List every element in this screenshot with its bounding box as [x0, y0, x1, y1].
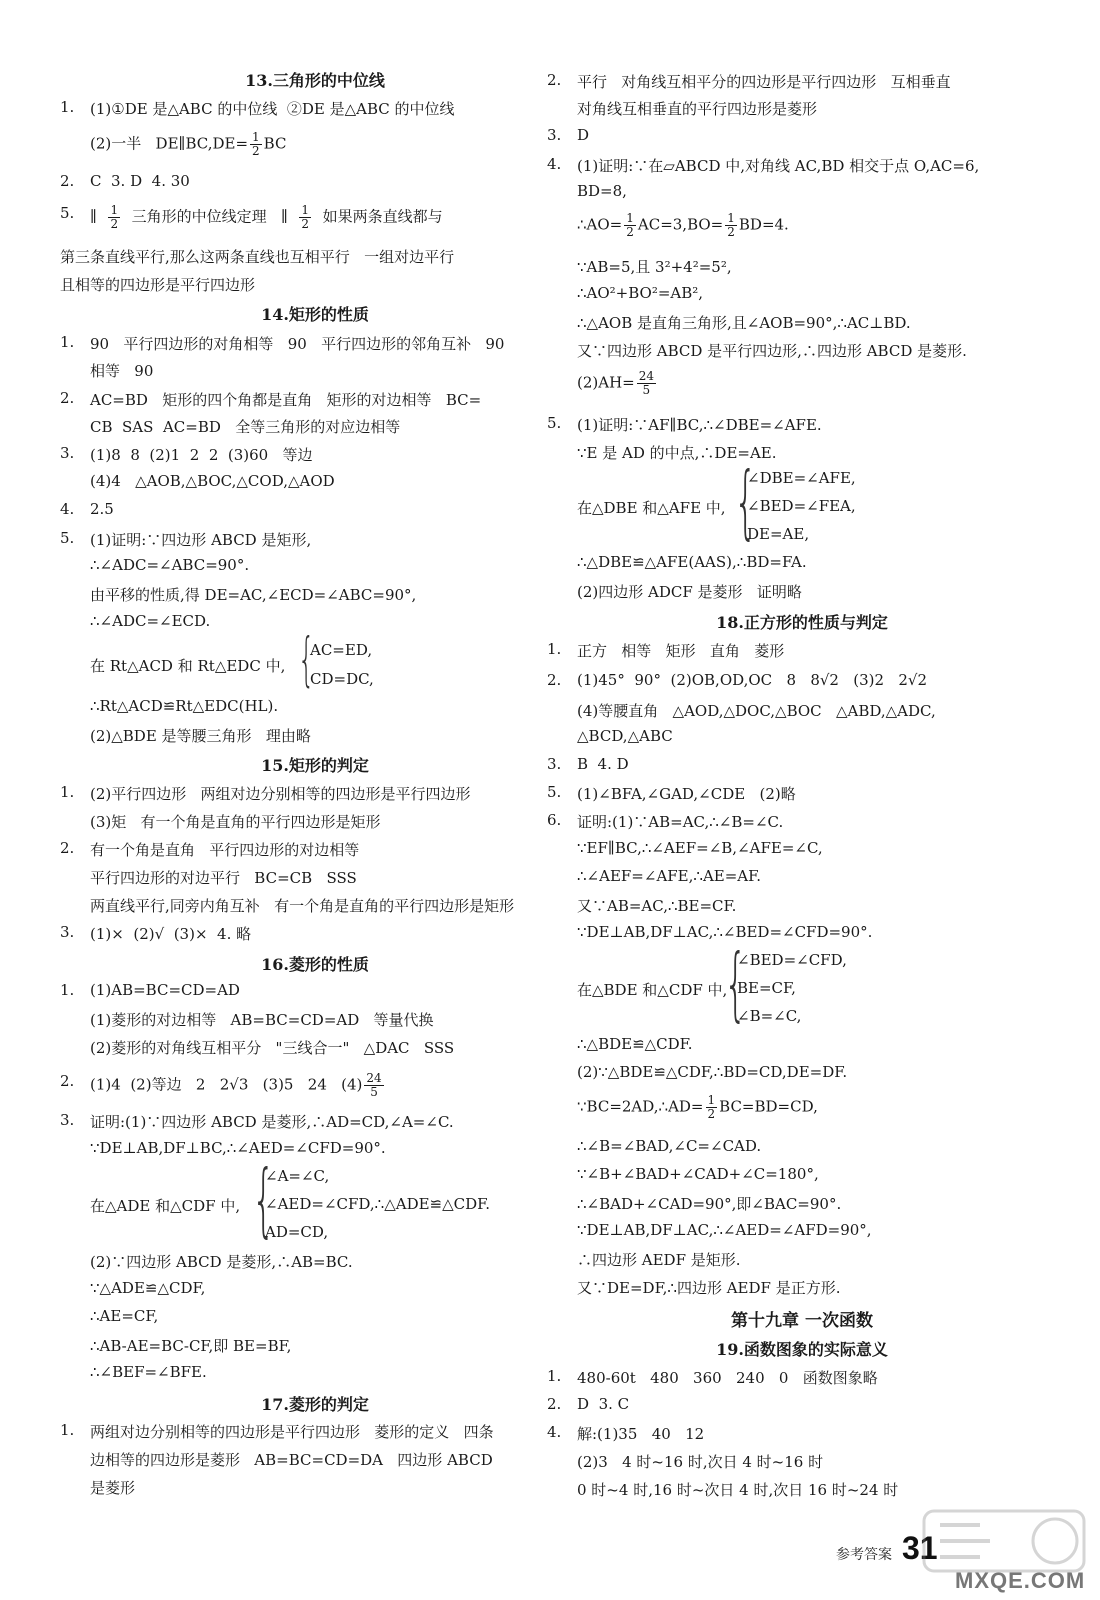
system-line: DE=AE,	[747, 525, 810, 543]
section-19-title: 19.函数图象的实际意义	[716, 1340, 888, 1359]
brace-symbol: {	[298, 625, 315, 693]
footer-label: 参考答案	[836, 1546, 892, 1562]
system-line: AC=ED,	[310, 641, 373, 659]
brace-symbol: {	[734, 455, 757, 548]
section-16-title: 16.菱形的性质	[261, 955, 369, 974]
system-line: BE=CF,	[737, 979, 796, 997]
system-line: ∠A=∠C,	[265, 1167, 330, 1185]
system-line: ∠B=∠C,	[737, 1007, 802, 1025]
system-line: AD=CD,	[265, 1223, 329, 1241]
right-column: 2. 平行 对角线互相平分的四边形是平行四边形 互相垂直 对角线互相垂直的平行四边形是菱形 3. D 4. (1)证明:∵在▱ABCD 中,对角线 AC,BD 相交于点 O,AC=6, BD=8, ∴AO= $\frac{1}{2}$ AC=3,BO= $\frac{1}{2}$ BD=4. ∵AB=5,且 3²+4²=5², ∴AO²+BO²=AB², ∴△AOB 是直角三角形,且∠AOB=90°,∴AC⊥BD. 又∵四边形 ABCD 是平行四边形,∴四边形 ABCD 是菱形. (2)AH= $\frac{24}{5}$ 5. (1)证明:∵AF∥BC,∴∠DBE=∠AFE. ∵E 是 AD 的中点,∴DE=AE. 在△DBE 和△AFE 中, { ∠DBE=∠AFE, ∠BED=∠FEA, DE=AE, ∴△DBE≌△AFE(AAS),∴BD=FA. (2)四边形 ADCF 是菱形 证明略 18.正方形的性质与判定 1. 正方 相等 矩形 直角 菱形 2. (1)45° 90° (2)OB,OD,OC 8 8√2 (3)2 2√2 (4)等腰直角 △AOD,△DOC,△BOC △ABD,△ADC, △BCD,△ABC 3. B 4. D 5. (1)∠BFA,∠GAD,∠CDE (2)略 6. 证明:(1)∵AB=AC,∴∠B=∠C. ∵EF∥BC,∴∠AEF=∠B,∠AFE=∠C, ∴∠AEF=∠AFE,∴AE=AF. 又∵AB=AC,∴BE=CF. ∵DE⊥AB,DF⊥AC,∴∠BED=∠CFD=90°. 在△BDE 和△CDF 中, { ∠BED=∠CFD, BE=CF, ∠B=∠C, ∴△BDE≌△CDF. (2)∵△BDE≌△CDF,∴BD=CD,DE=DF. ∵BC=2AD,∴AD= $\frac{1}{2}$ BC=BD=CD, ∴∠B=∠BAD,∠C=∠CAD. ∵∠B+∠BAD+∠CAD+∠C=180°, ∴∠BAD+∠CAD=90°,即∠BAC=90°. ∵DE⊥AB,DF⊥AC,∴∠AED=∠AFD=90°, ∴四边形 AEDF 是矩形. 又∵DE=DF,∴四边形 AEDF 是正方形. 第十九章 一次函数 19.函数图象的实际意义 1. 480-60t 480 360 240 0 函数图象略 2. D 3. C 4. 解:(1)35 40 12 (2)3 4 时~16 时,次日 4 时~16 时 0 时~4 时,16 时~次日 4 时,次日 16 时~24 时	[547, 0, 1057, 1600]
section-13-title: 13.三角形的中位线	[245, 71, 385, 90]
left-column: 13.三角形的中位线 1. (1)①DE 是△ABC 的中位线 ②DE 是△ABC 的中位线 (2)一半 DE∥BC,DE= $\frac{1}{2}$ BC 2. C 3. D 4. 30 5. ∥ $\frac{1}{2}$ 三角形的中位线定理 ∥ $\frac{1}{2}$ 如果两条直线都与 第三条直线平行,那么这两条直线也互相平行 一组对边平行 且相等的四边形是平行四边形 14.矩形的性质 1. 90 平行四边形的对角相等 90 平行四边形的邻角互补 90 相等 90 2. AC=BD 矩形的四个角都是直角 矩形的对边相等 BC= CB SAS AC=BD 全等三角形的对应边相等 3. (1)8 8 (2)1 2 2 (3)60 等边 (4)4 △AOB,△BOC,△COD,△AOD 4. 2.5 5. (1)证明:∵四边形 ABCD 是矩形, ∴∠ADC=∠ABC=90°. 由平移的性质,得 DE=AC,∠ECD=∠ABC=90°, ∴∠ADC=∠ECD. 在 Rt△ACD 和 Rt△EDC 中, { AC=ED, CD=DC, ∴Rt△ACD≌Rt△EDC(HL). (2)△BDE 是等腰三角形 理由略 15.矩形的判定 1. (2)平行四边形 两组对边分别相等的四边形是平行四边形 (3)矩 有一个角是直角的平行四边形是矩形 2. 有一个角是直角 平行四边形的对边相等 平行四边形的对边平行 BC=CB SSS 两直线平行,同旁内角互补 有一个角是直角的平行四边形是矩形 3. (1)× (2)√ (3)× 4. 略 16.菱形的性质 1. (1)AB=BC=CD=AD (1)菱形的对边相等 AB=BC=CD=AD 等量代换 (2)菱形的对角线互相平分 "三线合一" △DAC SSS 2. (1)4 (2)等边 2 2√3 (3)5 24 (4) $\frac{24}{5}$ 3. 证明:(1)∵四边形 ABCD 是菱形,∴AD=CD,∠A=∠C. ∵DE⊥AB,DF⊥BC,∴∠AED=∠CFD=90°. 在△ADE 和△CDF 中, { ∠A=∠C, ∠AED=∠CFD,∴△ADE≌△CDF. AD=CD, (2)∵四边形 ABCD 是菱形,∴AB=BC. ∵△ADE≌△CDF, ∴AE=CF, ∴AB-AE=BC-CF,即 BE=BF, ∴∠BEF=∠BFE. 17.菱形的判定 1. 两组对边分别相等的四边形是平行四边形 菱形的定义 四条 边相等的四边形是菱形 AB=BC=CD=DA 四边形 ABCD 是菱形	[60, 0, 570, 1600]
brace-symbol: {	[724, 937, 747, 1030]
system-line: ∠BED=∠CFD,	[737, 951, 847, 969]
system-line: ∠AED=∠CFD,∴△ADE≌△CDF.	[265, 1195, 490, 1213]
section-17-title: 17.菱形的判定	[261, 1395, 369, 1414]
watermark-url: MXQE.COM	[955, 1568, 1086, 1593]
brace-symbol: {	[252, 1153, 275, 1246]
system-line: ∠DBE=∠AFE,	[747, 469, 856, 487]
section-14-title: 14.矩形的性质	[261, 305, 369, 324]
chapter-19-title: 第十九章 一次函数	[731, 1311, 873, 1331]
page-number: 31	[902, 1530, 938, 1566]
system-line: ∠BED=∠FEA,	[747, 497, 856, 515]
section-18-title: 18.正方形的性质与判定	[716, 613, 888, 632]
section-15-title: 15.矩形的判定	[261, 756, 369, 775]
system-line: CD=DC,	[310, 670, 374, 688]
